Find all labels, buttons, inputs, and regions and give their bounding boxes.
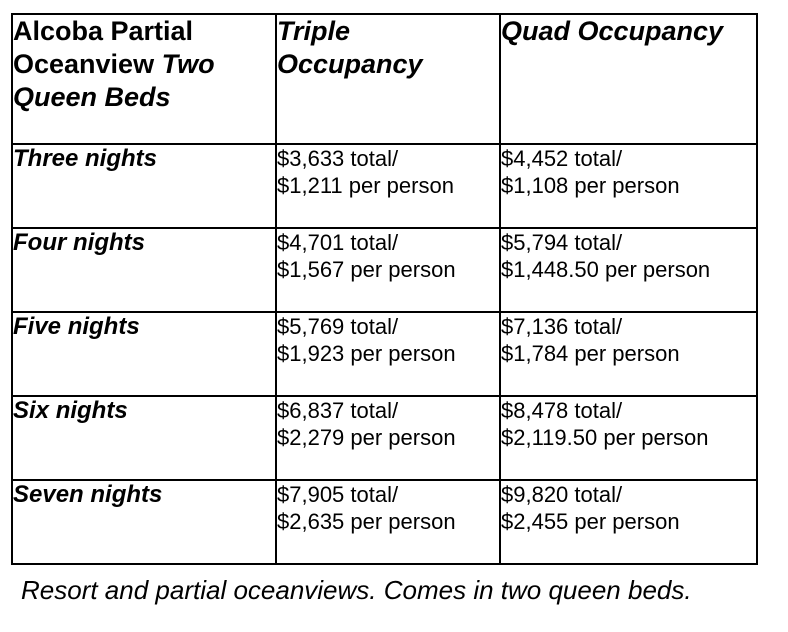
triple-occupancy-header (276, 14, 500, 144)
rates-table (11, 13, 758, 565)
triple-price-cell (276, 480, 500, 564)
triple-price-cell (276, 144, 500, 228)
quad-price-cell (500, 312, 757, 396)
triple-total: $4,701 total/ (277, 230, 399, 255)
table-row (12, 144, 757, 228)
table-row (12, 228, 757, 312)
quad-per-person: $1,108 per person (501, 173, 680, 198)
quad-total: $7,136 total/ (501, 314, 623, 339)
triple-per-person: $1,567 per person (277, 257, 456, 282)
nights-label: Six nights (12, 396, 276, 480)
table-row (12, 312, 757, 396)
triple-total: $5,769 total/ (277, 314, 399, 339)
header-row (12, 14, 757, 144)
triple-price-cell (276, 228, 500, 312)
quad-occupancy-header (500, 14, 757, 144)
triple-price-cell (276, 396, 500, 480)
room-type-beds: Two Queen Beds (13, 49, 215, 112)
room-type-name: Alcoba Partial Oceanview (13, 16, 194, 79)
nights-label: Seven nights (12, 480, 276, 564)
triple-price-cell (276, 312, 500, 396)
table-row (12, 396, 757, 480)
triple-total: $7,905 total/ (277, 482, 399, 507)
nights-label: Five nights (12, 312, 276, 396)
quad-total: $8,478 total/ (501, 398, 623, 423)
triple-per-person: $2,279 per person (277, 425, 456, 450)
quad-total: $9,820 total/ (501, 482, 623, 507)
quad-price-cell (500, 228, 757, 312)
quad-price-cell (500, 396, 757, 480)
quad-per-person: $1,448.50 per person (501, 257, 711, 282)
quad-price-cell (500, 480, 757, 564)
nights-label: Three nights (12, 144, 276, 228)
triple-occupancy-label: Triple Occupancy (277, 16, 423, 79)
table-row (12, 480, 757, 564)
nights-label: Four nights (12, 228, 276, 312)
quad-per-person: $2,455 per person (501, 509, 680, 534)
quad-price-cell (500, 144, 757, 228)
triple-per-person: $1,211 per person (277, 173, 454, 198)
quad-total: $5,794 total/ (501, 230, 623, 255)
triple-total: $6,837 total/ (277, 398, 399, 423)
quad-per-person: $2,119.50 per person (501, 425, 709, 450)
triple-per-person: $1,923 per person (277, 341, 456, 366)
triple-per-person: $2,635 per person (277, 509, 456, 534)
table-caption: Resort and partial oceanviews. Comes in two queen beds. (21, 575, 692, 605)
quad-occupancy-label: Quad Occupancy (501, 16, 724, 46)
triple-total: $3,633 total/ (277, 146, 399, 171)
quad-per-person: $1,784 per person (501, 341, 680, 366)
room-type-header (12, 14, 276, 144)
quad-total: $4,452 total/ (501, 146, 623, 171)
